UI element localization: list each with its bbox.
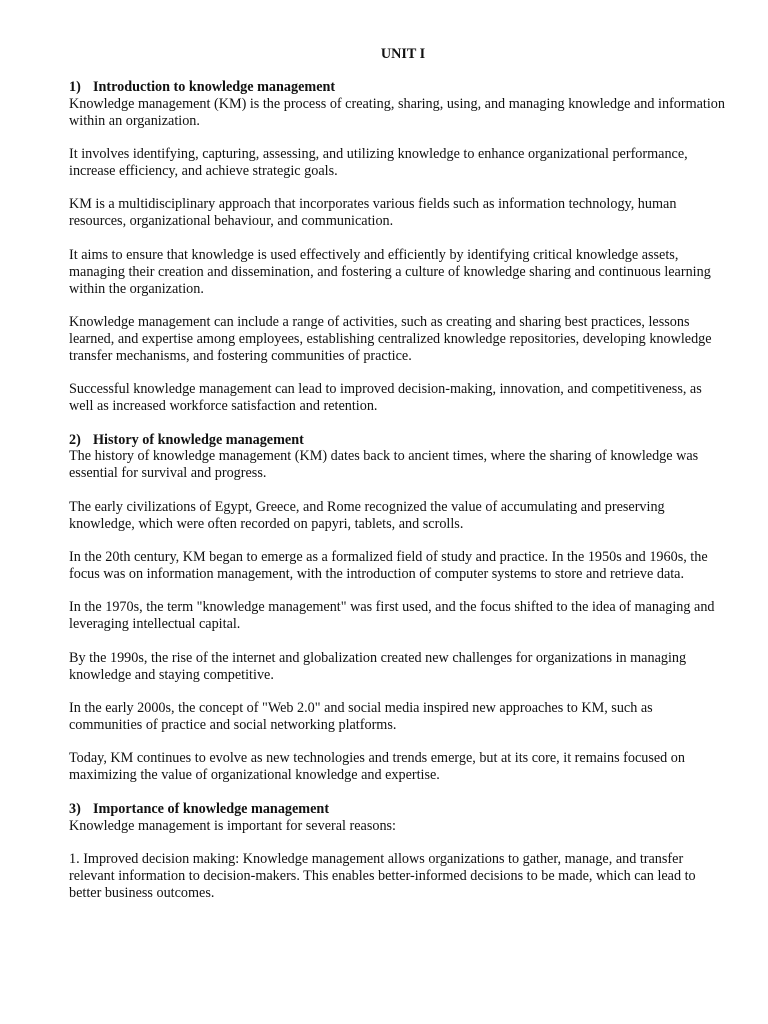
paragraph: In the 20th century, KM began to emerge as a formalized field of study and practice. In the 1950s and 1960s, the focus was on information management, with the introduction of computer systems to store and retrieve data. <box>69 549 708 582</box>
section-heading <box>69 432 729 449</box>
section-number: 3) <box>69 800 81 817</box>
section-heading-text: Introduction to knowledge management <box>93 78 336 95</box>
paragraph: Successful knowledge management can lead to improved decision-making, innovation, and competitiveness, as well as increased workforce satisfaction and retention. <box>69 381 702 415</box>
section-importance <box>69 801 729 902</box>
section-number: 1) <box>69 78 81 95</box>
paragraph: Today, KM continues to evolve as new technologies and trends emerge, but at its core, it remains focused on maximizing the value of organizational knowledge and expertise. <box>69 750 685 784</box>
paragraph: It aims to ensure that knowledge is used effectively and efficiently by identifying critical knowledge assets, managing their creation and dissemination, and fostering a culture of knowledge sharing and continuous learning within the organization. <box>69 246 711 297</box>
paragraph: Knowledge management (KM) is the process of creating, sharing, using, and managing knowledge and information within an organization. <box>69 95 725 129</box>
paragraph: It involves identifying, capturing, assessing, and utilizing knowledge to enhance organizational performance, increase efficiency, and achieve strategic goals. <box>69 146 688 180</box>
section-heading-text: Importance of knowledge management <box>93 800 330 817</box>
paragraph: KM is a multidisciplinary approach that incorporates various fields such as information technology, human resources, organizational behaviour, and communication. <box>69 196 677 230</box>
unit-title: UNIT I <box>380 46 426 62</box>
document-page <box>69 46 729 918</box>
paragraph: The history of knowledge management (KM) dates back to ancient times, where the sharing of knowledge was essential for survival and progress. <box>69 448 699 482</box>
paragraph: In the 1970s, the term "knowledge management" was first used, and the focus shifted to the idea of managing and leveraging intellectual capital. <box>69 599 715 633</box>
section-heading <box>69 801 729 818</box>
paragraph: Knowledge management can include a range of activities, such as creating and sharing best practices, lessons learned, and expertise among employees, establishing centralized knowledge repositories, developing knowledge transfer mechanisms, and fostering communities of practice. <box>69 313 712 364</box>
section-number: 2) <box>69 431 81 448</box>
paragraph: 1. Improved decision making: Knowledge management allows organizations to gather, manage, and transfer relevant information to decision-makers. This enables better-informed decisions to be made, which can lead to better business outcomes. <box>69 850 696 901</box>
section-heading <box>69 79 729 96</box>
section-heading-text: History of knowledge management <box>93 431 304 448</box>
paragraph: The early civilizations of Egypt, Greece, and Rome recognized the value of accumulating and preserving knowledge, which were often recorded on papyri, tablets, and scrolls. <box>69 498 665 532</box>
paragraph: Knowledge management is important for several reasons: <box>69 817 396 834</box>
paragraph: In the early 2000s, the concept of "Web 2.0" and social media inspired new approaches to KM, such as communities of practice and social networking platforms. <box>69 699 653 733</box>
paragraph: By the 1990s, the rise of the internet and globalization created new challenges for organizations in managing knowledge and staying competitive. <box>69 649 687 683</box>
section-history <box>69 432 729 785</box>
section-introduction <box>69 79 729 415</box>
